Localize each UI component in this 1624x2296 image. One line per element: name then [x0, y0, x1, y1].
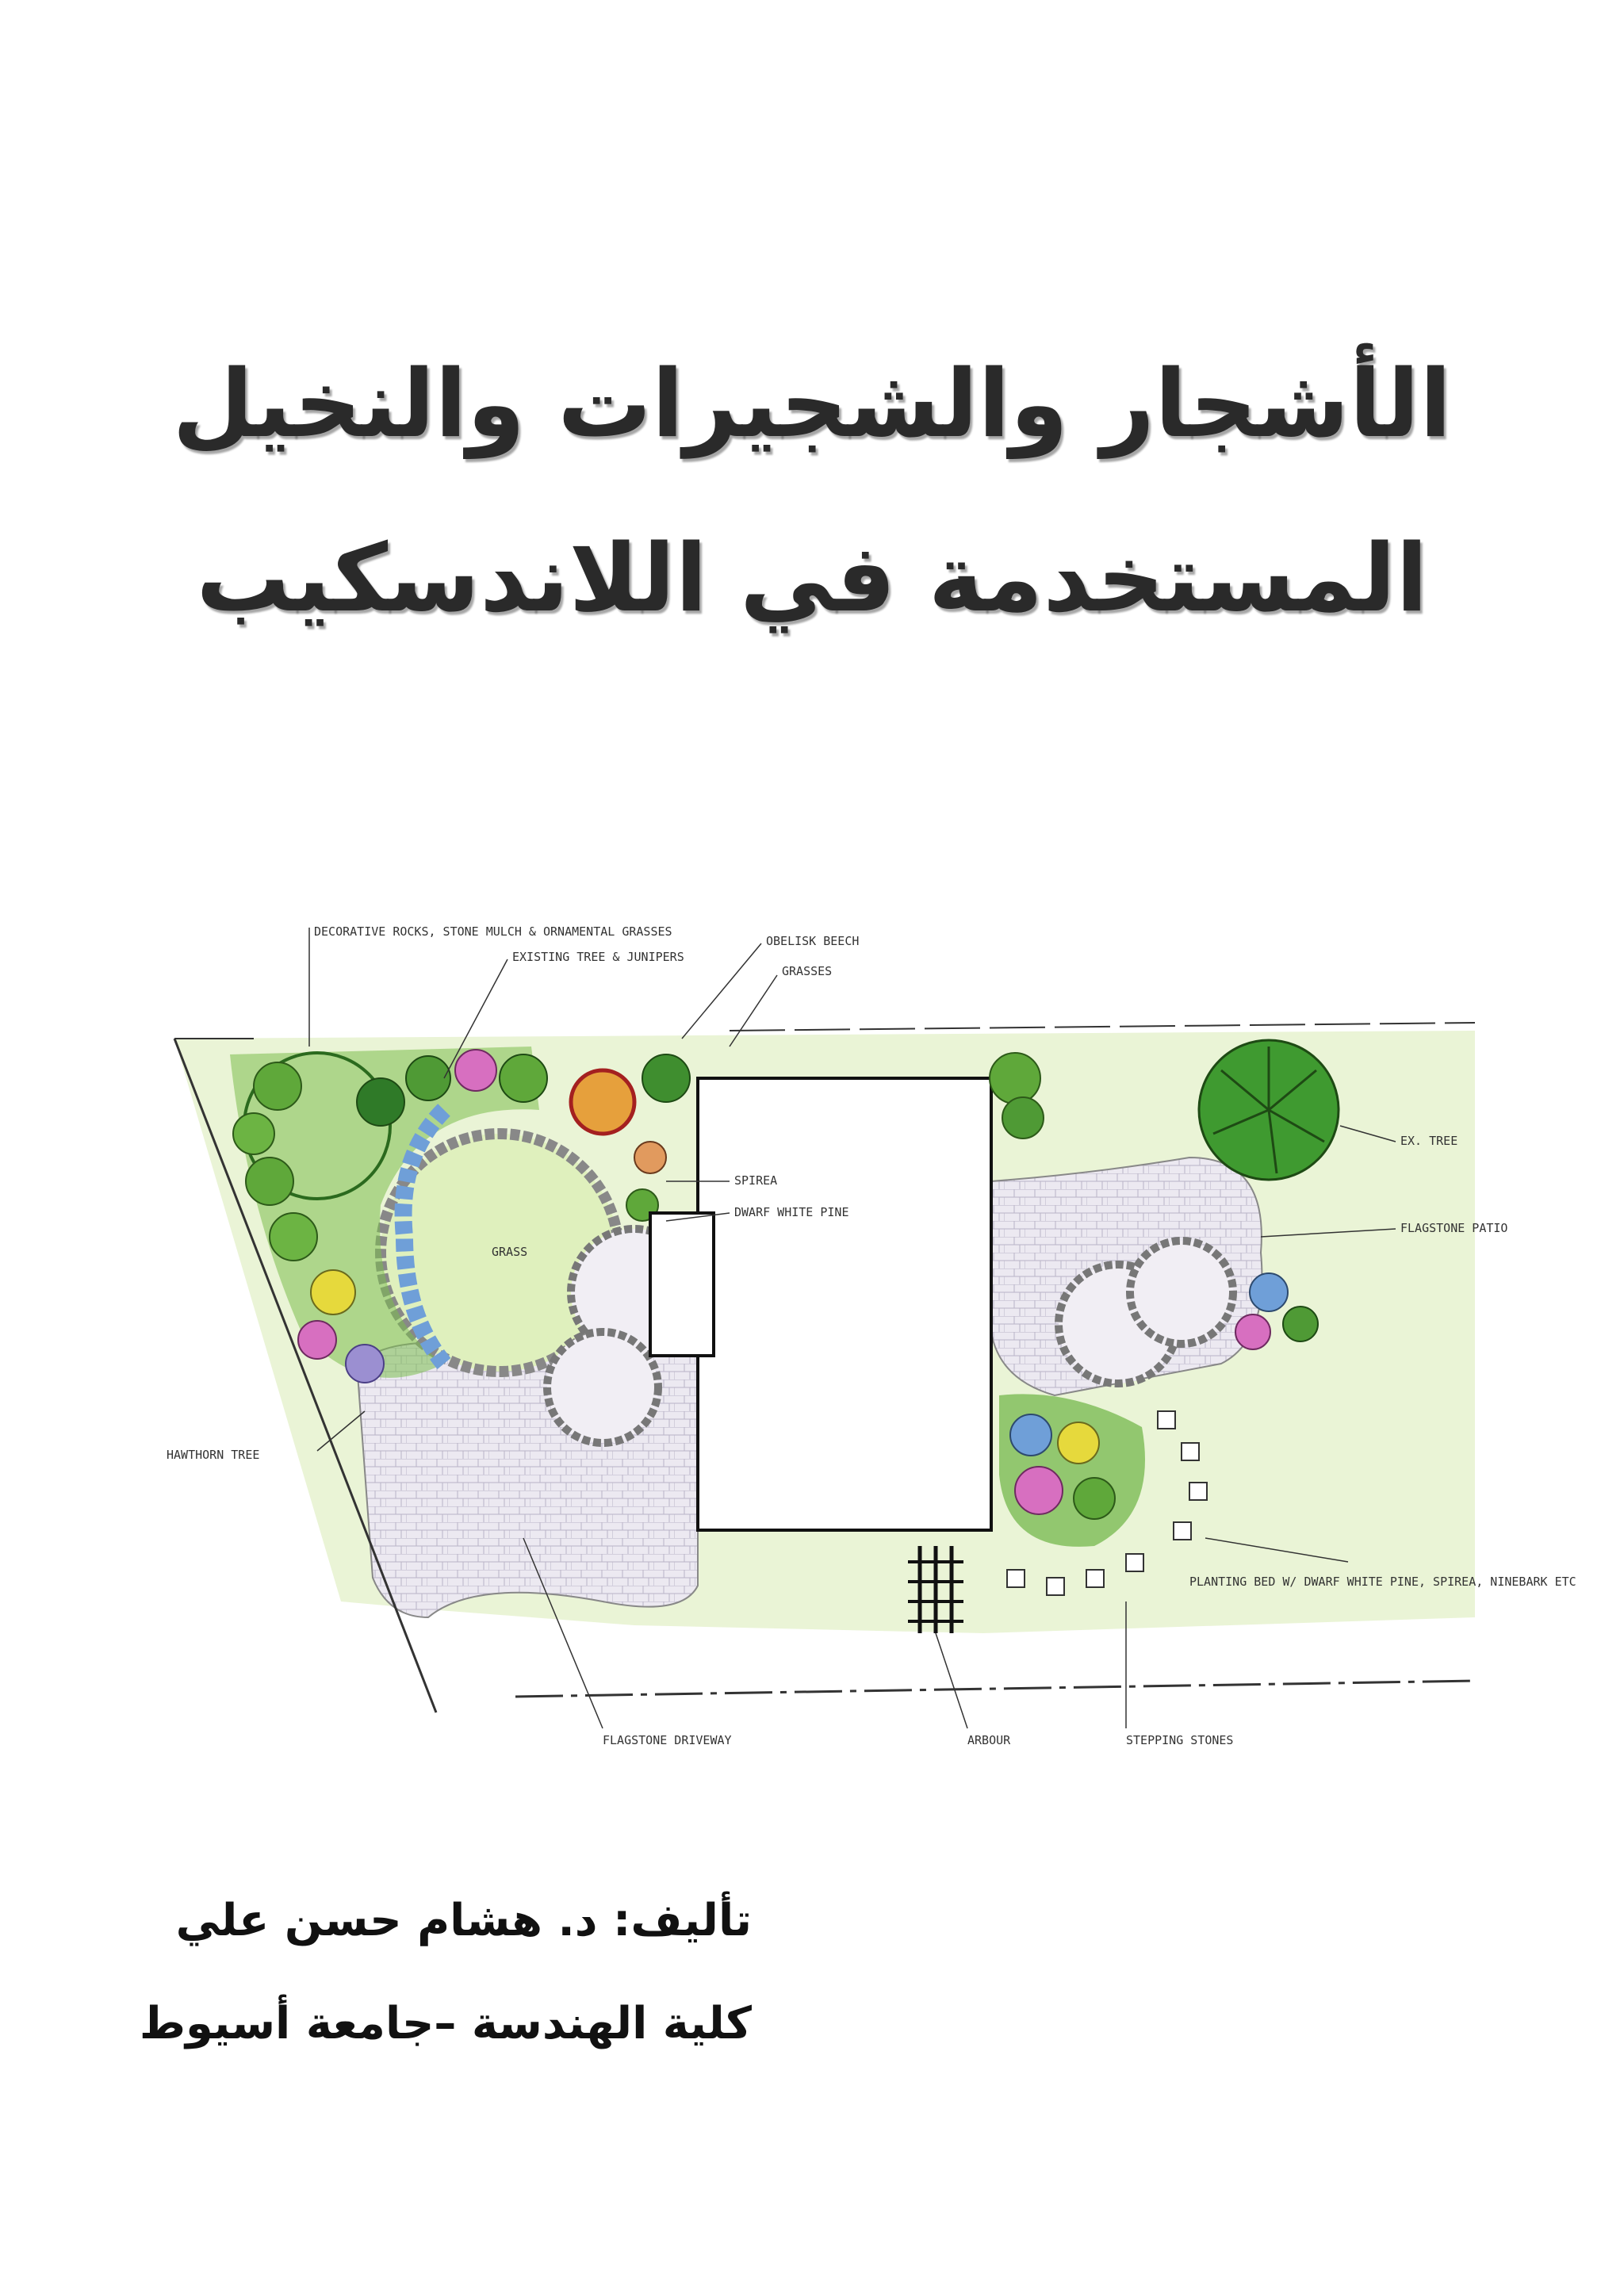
obelisk-beech [571, 1070, 634, 1134]
author-line: تأليف: د. هشام حسن علي [175, 1895, 752, 1946]
label-grass: GRASS [492, 1245, 528, 1259]
label-decorative: DECORATIVE ROCKS, STONE MULCH & ORNAMENTAL GRASSES [314, 924, 672, 939]
label-hawthorn: HAWTHORN TREE [167, 1448, 260, 1462]
label-ex-tree: EX. TREE [1400, 1134, 1458, 1148]
house-footprint [698, 1078, 991, 1530]
affiliation-line: كلية الهندسة –جامعة أسيوط [139, 1998, 752, 2049]
label-existing-tree: EXISTING TREE & JUNIPERS [512, 950, 684, 964]
label-dwarf-pine: DWARF WHITE PINE [734, 1205, 849, 1219]
label-stepping: STEPPING STONES [1126, 1733, 1234, 1747]
label-spirea: SPIREA [734, 1173, 778, 1188]
label-driveway: FLAGSTONE DRIVEWAY [603, 1733, 732, 1747]
title-line-1: الأشجار والشجيرات والنخيل [172, 349, 1452, 458]
label-flagstone-patio: FLAGSTONE PATIO [1400, 1221, 1508, 1235]
label-planting-bed: PLANTING BED W/ DWARF WHITE PINE, SPIREA, NINEBARK ETC [1189, 1575, 1576, 1589]
label-obelisk: OBELISK BEECH [766, 934, 860, 948]
title-line-2: المستخدمة في اللاندسكيب [196, 523, 1428, 633]
label-arbour: ARBOUR [967, 1733, 1011, 1747]
label-grasses: GRASSES [782, 964, 833, 978]
landscape-plan-drawing [159, 920, 1576, 1776]
